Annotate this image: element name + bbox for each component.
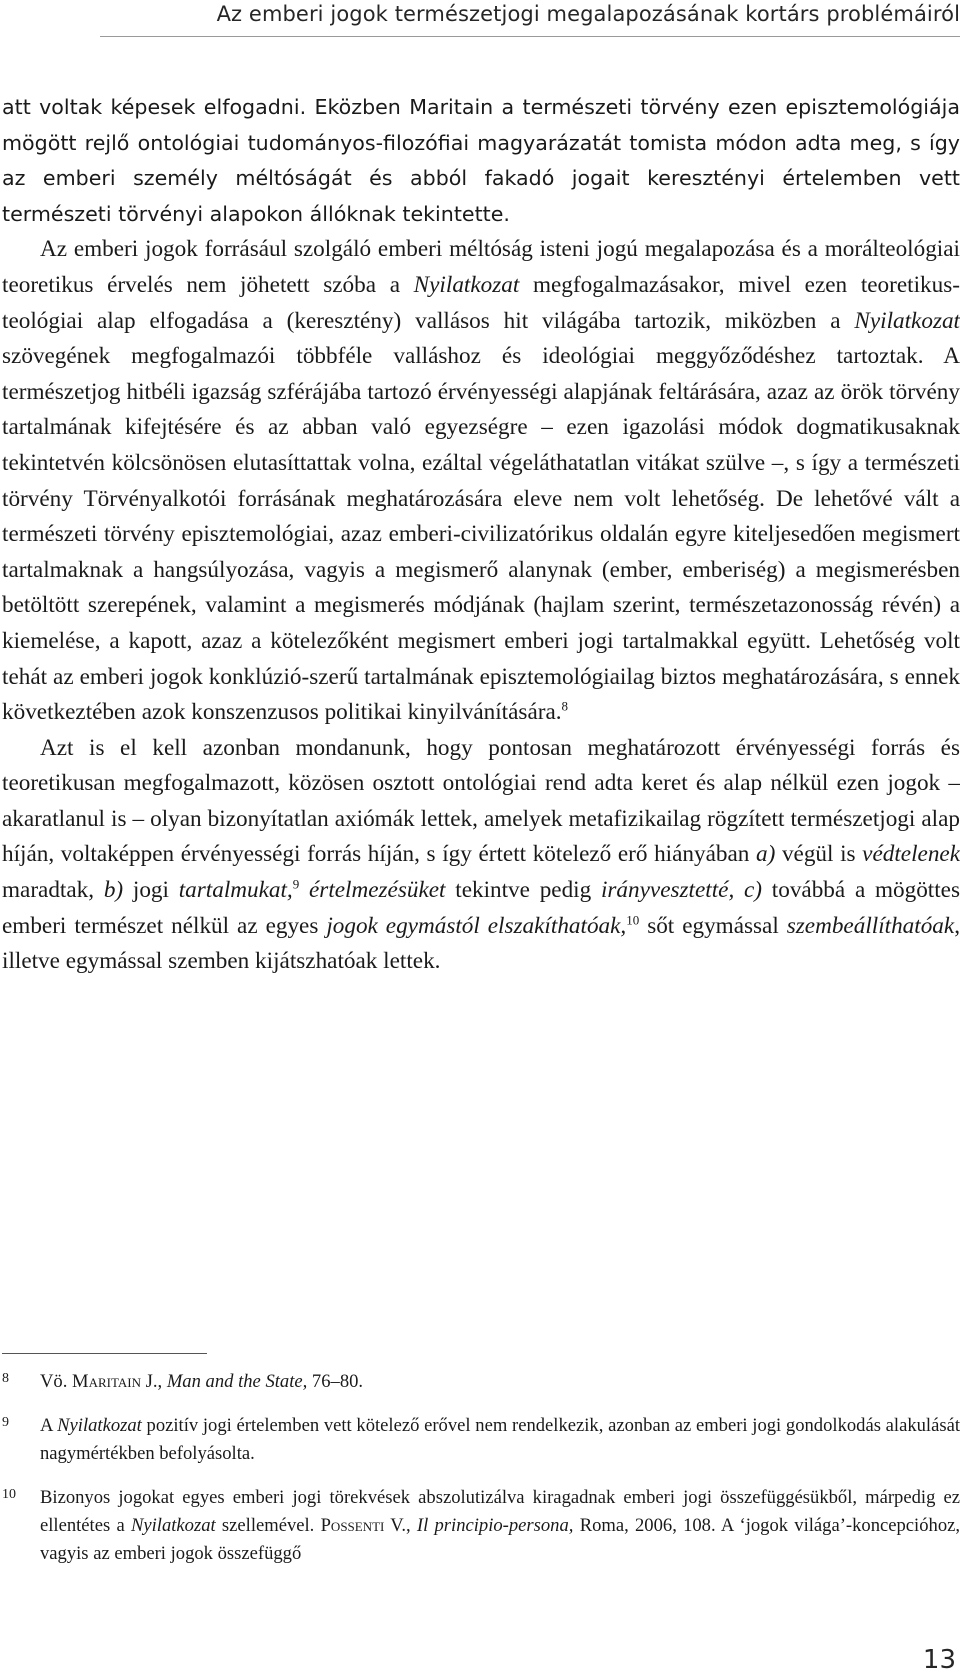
- italic-run: Nyilatkozat: [57, 1415, 142, 1436]
- text-run: maradtak,: [2, 877, 104, 904]
- author-name: Possenti: [320, 1515, 385, 1536]
- footnote-number: 10: [2, 1487, 16, 1502]
- italic-run: értelmezésüket: [309, 877, 446, 904]
- text-run: [299, 877, 309, 903]
- text-run: A: [40, 1415, 58, 1436]
- text-run: továbbá a mögöttes emberi természet nélkül az egyes: [2, 877, 960, 939]
- italic-run: jogok egymástól elszakíthatóak,: [326, 912, 627, 939]
- italic-run: Nyilatkozat: [413, 271, 520, 298]
- italic-run: Nyilatkozat: [854, 307, 960, 334]
- italic-run: irányvesztetté, c): [600, 877, 763, 904]
- footnote-ref-9[interactable]: 9: [292, 876, 300, 892]
- text-run: Vö.: [40, 1371, 73, 1392]
- footnote-10: [2, 1484, 960, 1568]
- italic-run: szembeállíthatóak: [786, 912, 955, 939]
- text-run: végül is: [775, 841, 863, 868]
- paragraph-1: att voltak képesek elfogadni. Eközben Maritain a természeti törvény ezen episztemológiája mögött rejlő ontológiai tudományos-filozófiai magyarázatát tomista módon adta meg, s így az emberi személy méltóságát és abból fakadó jogait keresztényi értelemben vett természeti törvényi alapokon állóknak tekintette.: [2, 95, 960, 226]
- text-run: megfogalmazásakor, mivel ezen teoretikus-teológiai alap elfogadása a (keresztény) vallásos hit világába tartozik, miközben a: [2, 271, 960, 334]
- footnote-ref-8[interactable]: 8: [561, 698, 569, 714]
- text-run: Azt is el kell azonban mondanunk, hogy pontosan meghatározott érvényességi forrás és teoretikusan megfogalmazott, közösen osztott ontológiai rend adta keret és alap nélkül ezen jogok – akaratlanul is – olyan bizonyítatlan axiómák lettek, amelyek metafizikailag rögzített természetjogi alap híján, voltaképpen érvényességi forrás híján, s így értett kötelező erő hiányában: [2, 734, 960, 868]
- text-run: Bizonyos jogokat egyes emberi jogi törekvések abszolutizálva kiragadnak emberi jogi összefüggésükből, márpedig ez ellentétes a: [40, 1487, 960, 1536]
- footnote-number: 9: [2, 1415, 9, 1430]
- text-run: jogi: [123, 877, 179, 904]
- text-run: tekintve pedig: [445, 877, 601, 904]
- footnote-text: [40, 1412, 960, 1468]
- author-name: Maritain: [72, 1371, 141, 1392]
- text-run: szellemével.: [215, 1515, 321, 1536]
- italic-run: védtelenek: [862, 841, 960, 868]
- text-run: Az emberi jogok forrásául szolgáló emberi méltóság isteni jogú megalapozása és a morálteológiai teoretikus érvelés nem jöhetett szóba a: [2, 236, 960, 298]
- italic-run: tartalmukat,: [178, 877, 293, 904]
- footnote-number: 8: [2, 1371, 9, 1386]
- work-title: Man and the State,: [166, 1371, 308, 1392]
- main-text: [2, 90, 960, 980]
- text-run: Roma, 2006, 108. A ‘jogok világa’-koncepcióhoz, vagyis az emberi jogok összefüggő: [40, 1515, 960, 1564]
- text-run: sőt egymással: [639, 912, 787, 939]
- italic-run: Nyilatkozat: [130, 1515, 216, 1536]
- footnote-text: [40, 1368, 960, 1396]
- work-title: Il principio-persona,: [416, 1515, 574, 1536]
- text-run: , illetve egymással szemben kijátszhatóak lettek.: [2, 912, 960, 975]
- text-run: V.,: [384, 1515, 417, 1536]
- footnote-separator: [2, 1353, 207, 1354]
- running-header: [100, 0, 960, 37]
- text-run: szövegének megfogalmazói többféle valláshoz és ideológiai meggyőződéshez tartoztak. A természetjog hitbéli igazság szférájába tartozó érvényességi alapjának feltárására, azaz az örök törvény tartalmának kifejtésére és az abban való egyezségre – ezen igazolási módok dogmatikusaknak tekintetvén kölcsönösen elutasíttattak volna, ezáltal végeláthatatlan vitákat szülve –, s így a természeti törvény Törvényalkotói forrásának meghatározására eleve nem volt lehetőség. De lehetővé vált a természeti törvény episztemológiai, azaz emberi-civilizatórikus oldalán egyre kiteljesedően megismert tartalmaknak a hangsúlyozása, vagyis a megismerő alanynak (ember, emberiség) a megismerésben betöltött szerepének, valamint a megismerés módjának (hajlam szerint, természetazonosság révén) a kiemelése, a kapott, azaz a kötelezőként megismert emberi jogi tartalmakkal együtt. Lehetőség volt tehát az emberi jogok konklúzió-szerű tartalmának episztemológiailag biztos meghatározására, s ennek következtében azok konszenzusos politikai kinyilvánítására.: [2, 343, 960, 726]
- footnote-9: [2, 1412, 960, 1468]
- footnote-ref-10[interactable]: 10: [626, 911, 640, 927]
- footnote-8: [2, 1368, 960, 1396]
- paragraph-2: [2, 232, 960, 730]
- text-run: pozitív jogi értelemben vett kötelező erővel nem rendelkezik, azonban az emberi jogi gondolkodás alakulását nagymértékben befolyásolta.: [40, 1415, 960, 1464]
- page-number: 13: [922, 1645, 956, 1675]
- italic-run: b): [103, 877, 124, 904]
- running-title: Az emberi jogok természetjogi megalapozásának kortárs problémáiról: [216, 2, 960, 26]
- footnote-text: [40, 1484, 960, 1568]
- text-run: J.,: [140, 1371, 167, 1392]
- italic-run: a): [756, 841, 776, 868]
- text-run: 76–80.: [307, 1371, 364, 1392]
- paragraph-3: [2, 731, 960, 980]
